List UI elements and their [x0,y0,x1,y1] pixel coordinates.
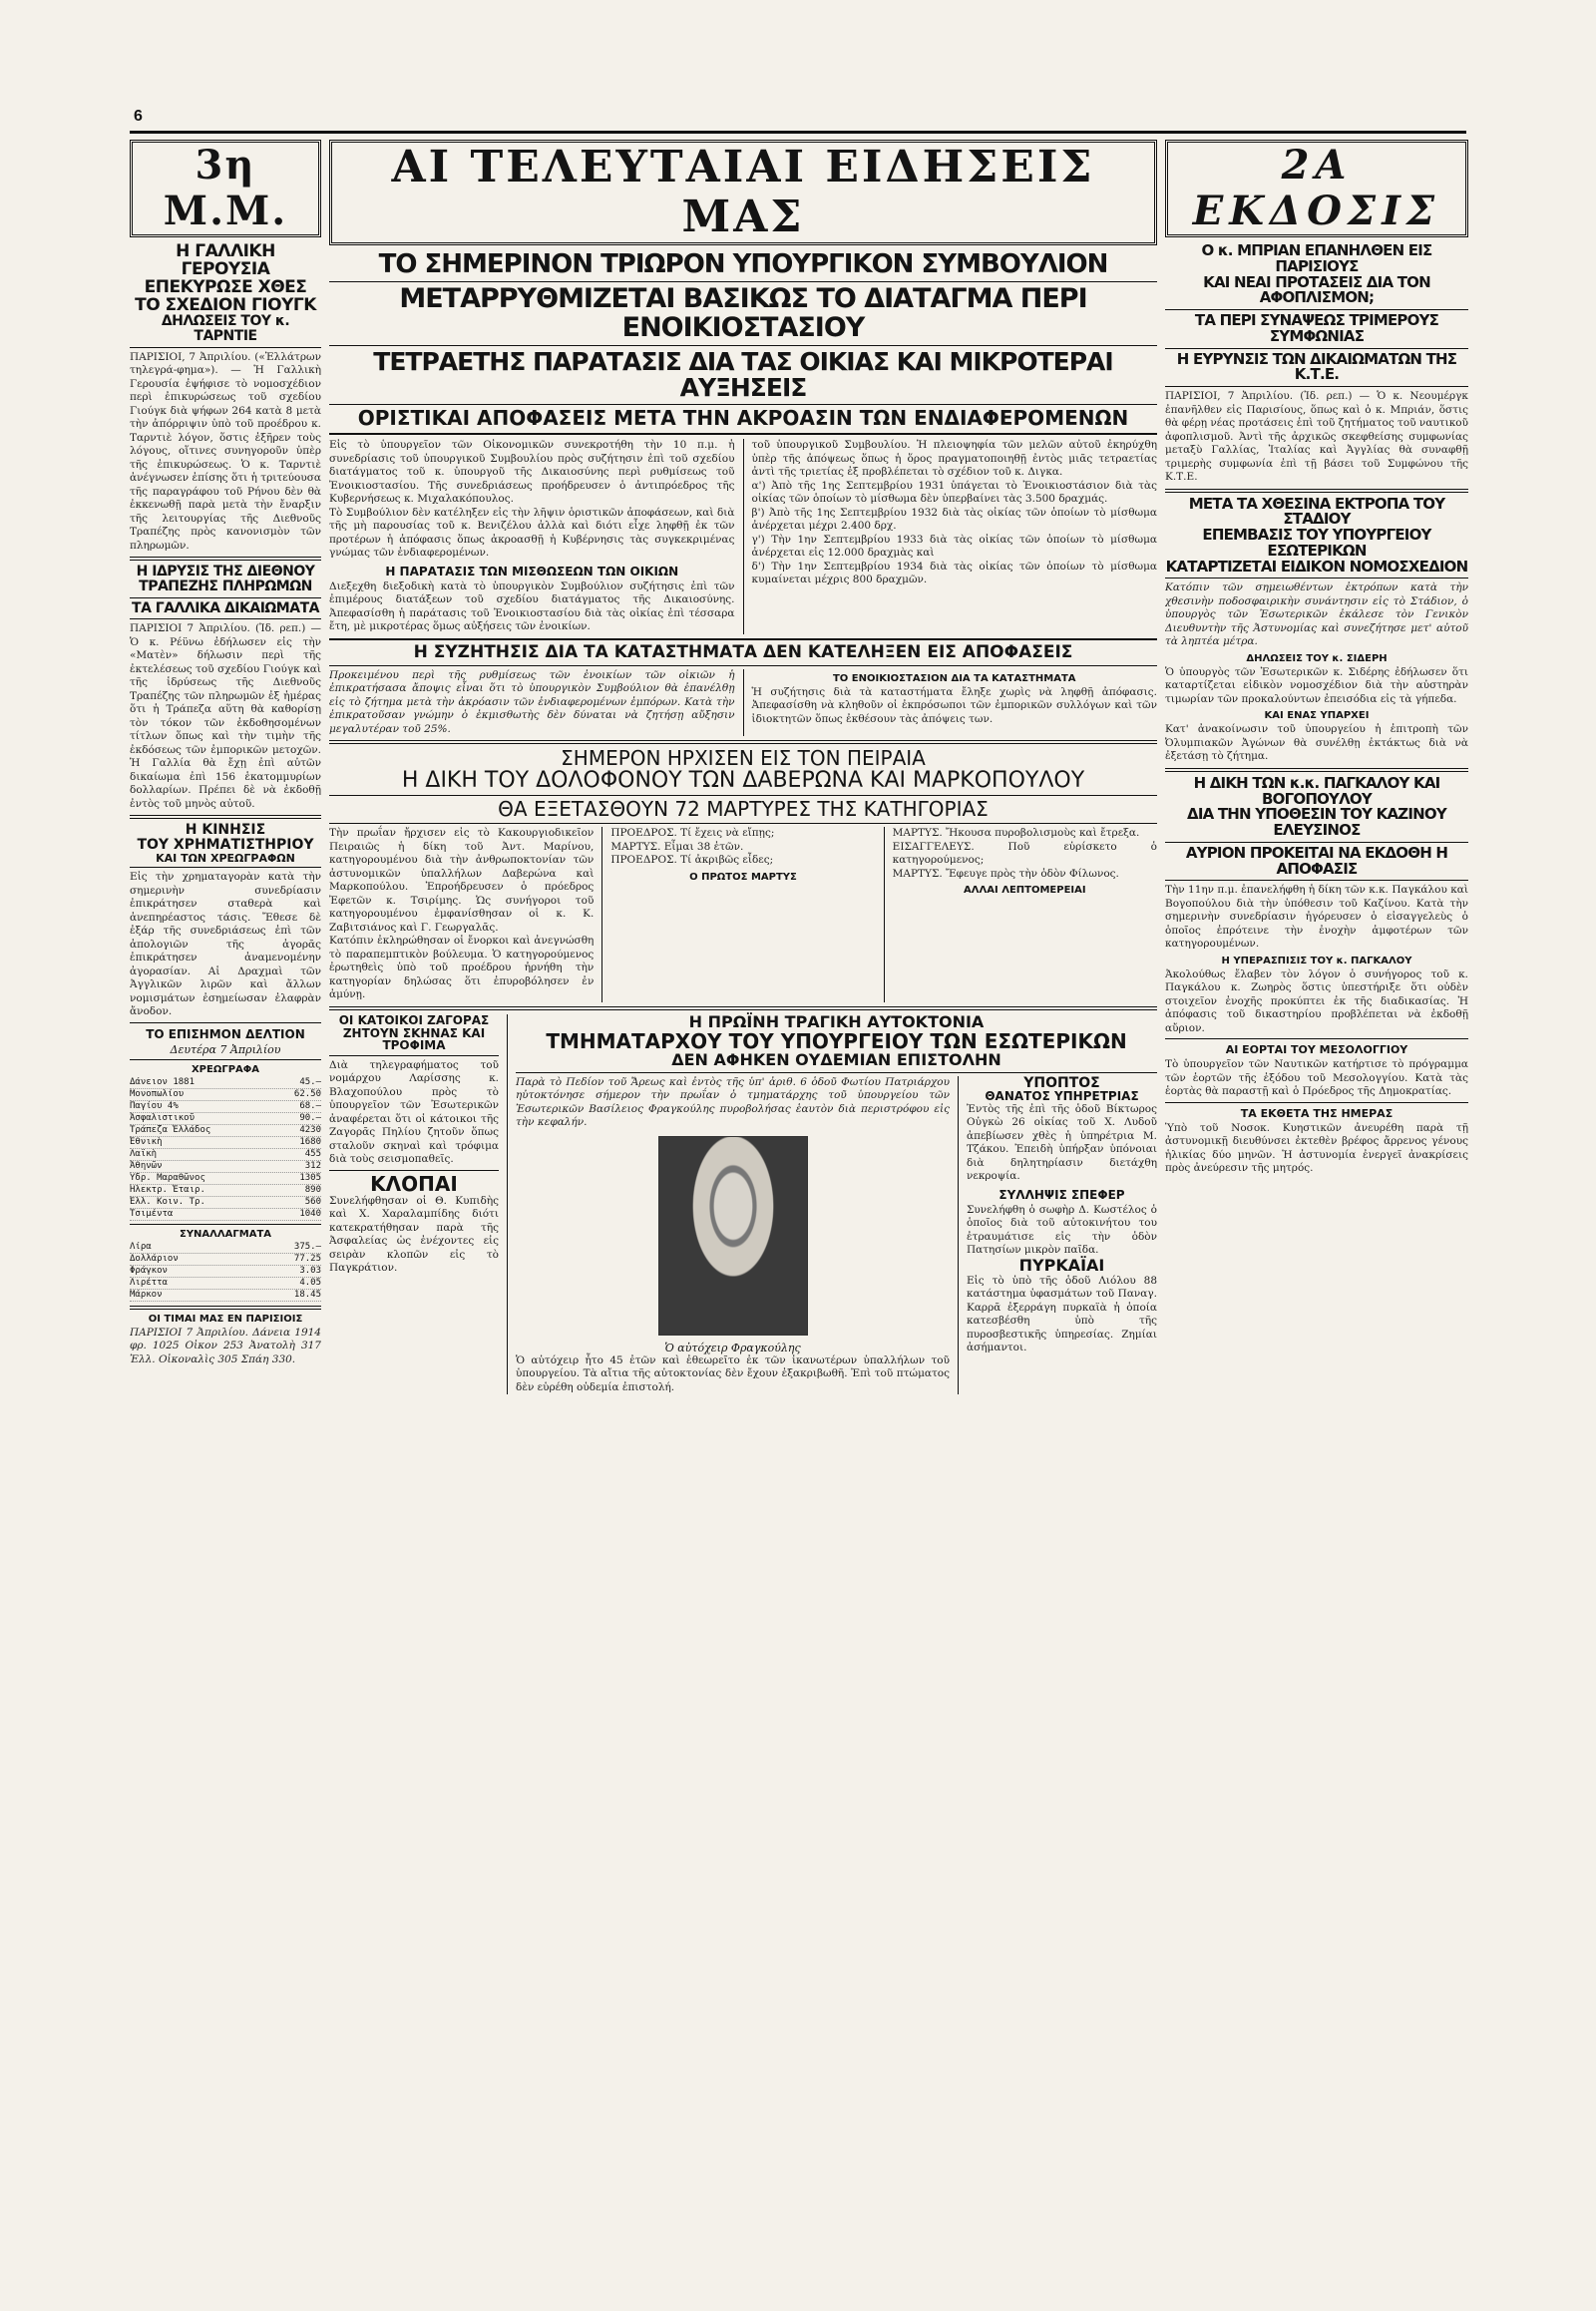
right-column [1165,140,1468,2264]
table-row [130,1077,321,1089]
right-h1-line: Η ΕΥΡΥΝΣΙΣ ΤΩΝ ΔΙΚΑΙΩΜΑΤΩΝ ΤΗΣ Κ.Τ.Ε. [1176,349,1457,384]
suicide-head-2: ΤΜΗΜΑΤΑΡΧΟΥ ΤΟΥ ΥΠΟΥΡΓΕΙΟΥ ΤΩΝ ΕΣΩΤΕΡΙΚΩΝ [546,1028,1127,1053]
right-subhead-5: ΤΑ ΕΚΘΕΤΑ ΤΗΣ ΗΜΕΡΑΣ [1240,1106,1394,1120]
trial-dialog: ΕΙΣΑΓΓΕΛΕΥΣ. Ποῦ εὑρίσκετο ὁ κατηγορούμενος; [892,840,1157,867]
table-cell-value: 312 [304,1160,321,1171]
arrest-head: ΣΥΛΛΗΨΙΣ ΣΠΕΦΕΡ [998,1187,1125,1202]
rates-table [130,1242,321,1302]
trial-dialog: ΠΡΟΕΔΡΟΣ. Τί ἔχεις νὰ εἴπῃς; [610,827,775,840]
right-h3-line: ΑΥΡΙΟΝ ΠΡΟΚΕΙΤΑΙ ΝΑ ΕΚΔΟΘΗ Η ΑΠΟΦΑΣΙΣ [1185,843,1448,878]
left-h2-line: ΤΑ ΓΑΛΛΙΚΑ ΔΙΚΑΙΩΜΑΤΑ [132,599,319,616]
rent-subhead-1: Η ΠΑΡΑΤΑΣΙΣ ΤΩΝ ΜΙΣΘΩΣΕΩΝ ΤΩΝ ΟΙΚΙΩΝ [385,564,679,578]
right-article-4: Τὸ ὑπουργεῖον τῶν Ναυτικῶν κατήρτισε τὸ πρόγραμμα τῶν ἑορτῶν τῆς ἐξόδου τοῦ Μεσολογγίου. Κατὰ τὰς ἑορτὰς θὰ παραστῇ καὶ ὁ Πρόεδρος τῆς Δημοκρατίας. [1165,1058,1468,1098]
trial-dialog: ΜΑΡΤΥΣ. Ἔφευγε πρὸς τὴν ὁδὸν Φίλωνος. [892,867,1119,880]
thefts-head: ΚΛΟΠΑΙ [370,1171,458,1196]
table-cell-name: Λίρα [130,1241,152,1252]
suicide-text-1: Παρὰ τὸ Πεδίον τοῦ Ἄρεως καὶ ἐντὸς τῆς ὑπ' ἀριθ. 6 ὁδοῦ Φωτίου Πατριάρχου ηὐτοκτόνησε σήμερον τὴν πρωΐαν ὁ τμηματάρχης τοῦ ὑπουργείου τῶν Ἐσωτερικῶν Βασίλειος Φραγκούλης πυροβολήσας ἑαυτὸν διὰ περιστρόφου εἰς τὴν κεφαλήν. [516,1075,950,1129]
left-footer-head: ΟΙ ΤΙΜΑΙ ΜΑΣ ΕΝ ΠΑΡΙΣΙΟΙΣ [148,1313,303,1325]
zagora-head-2: ΖΗΤΟΥΝ ΣΚΗΝΑΣ ΚΑΙ ΤΡΟΦΙΜΑ [342,1025,486,1053]
left-h1-line: ΤΟ ΣΧΕΔΙΟΝ ΓΙΟΥΓΚ [135,294,316,315]
fires-head: ΠΥΡΚΑΪΑΙ [1018,1255,1105,1275]
suicide-head-3: ΔΕΝ ΑΦΗΚΕΝ ΟΥΔΕΜΙΑΝ ΕΠΙΣΤΟΛΗΝ [671,1049,1001,1069]
table-cell-name: Ἠλεκτρ. Ἑταιρ. [130,1184,205,1195]
table-cell-name: Ἑλλ. Κοιν. Τρ. [130,1196,205,1207]
rent-list-item: α') Ἀπὸ τῆς 1ης Σεπτεμβρίου 1931 ὑπάγεται τὸ Ἐνοικιοστάσιον διὰ τὰς οἰκίας τῶν ὁποίων τὸ μίσθωμα δὲν ὑπερβαίνει τὰς 3.500 δραχμάς. [751,479,1157,506]
shops-subhead: ΤΟ ΕΝΟΙΚΙΟΣΤΑΣΙΟΝ ΔΙΑ ΤΑ ΚΑΤΑΣΤΗΜΑΤΑ [832,672,1076,684]
right-h2-line: ΕΠΕΜΒΑΣΙΣ ΤΟΥ ΥΠΟΥΡΓΕΙΟΥ ΕΣΩΤΕΡΙΚΩΝ [1202,526,1431,560]
table-cell-value: 90.— [299,1112,321,1123]
table-row [130,1266,321,1278]
left-h1-line: ΔΗΛΩΣΕΙΣ ΤΟΥ κ. ΤΑΡΝΤΙΕ [161,313,290,345]
right-headline-2 [1165,494,1468,576]
right-subhead-1: ΔΗΛΩΣΕΙΣ ΤΟΥ κ. ΣΙΔΕΡΗ [1246,652,1388,664]
rent-list-item: β') Ἀπὸ τῆς 1ης Σεπτεμβρίου 1932 διὰ τὰς οἰκίας τῶν ὁποίων τὸ μίσθωμα ἀνέρχεται μέχρι 2.400 δρχ. [751,506,1157,533]
right-subhead-3: Η ΥΠΕΡΑΣΠΙΣΙΣ ΤΟΥ κ. ΠΑΓΚΑΛΟΥ [1221,955,1412,966]
bottom-center [329,1011,1157,1394]
table-row [130,1125,321,1137]
table-cell-name: Δάνειον 1881 [130,1076,196,1087]
table-row [130,1161,321,1173]
table-cell-name: Ὕδρ. Μαραθῶνος [130,1172,205,1183]
right-h2-line: ΚΑΤΑΡΤΙΖΕΤΑΙ ΕΙΔΙΚΟΝ ΝΟΜΟΣΧΕΔΙΟΝ [1165,557,1468,576]
rent-list-item: γ') Τὴν 1ην Σεπτεμβρίου 1933 διὰ τὰς οἰκίας τῶν ὁποίων τὸ μίσθωμα ἀνέρχεται εἰς 12.000 δραχμὰς καὶ [751,533,1157,560]
table-cell-name: Δολλάριον [130,1253,179,1264]
table-cell-name: Τσιμέντα [130,1208,174,1219]
rent-text-1: Εἰς τὸ ὑπουργεῖον τῶν Οἰκονομικῶν συνεκροτήθη τὴν 10 π.μ. ἡ συνεδρίασις τοῦ ὑπουργικοῦ Συμβουλίου πρὸς συζήτησιν ἐπὶ τοῦ σχεδίου διατάγματος τοῦ κ. ὑπουργοῦ τῆς Δικαιοσύνης περὶ ρυθμίσεως τοῦ Ἐνοικιοστασίου. Τῆς συνεδριάσεως προήδρευσεν ὁ ἀντιπρόεδρος τῆς Κυβερνήσεως κ. Μιχαλακόπουλος. [329,439,735,506]
table-row [130,1209,321,1221]
trial-dialog: ΠΡΟΕΔΡΟΣ. Τί ἀκριβῶς εἶδες; [610,854,774,867]
suicide-text-2: Ὁ αὐτόχειρ ἦτο 45 ἐτῶν καὶ ἐθεωρεῖτο ἐκ τῶν ἱκανωτέρων ὑπαλλήλων τοῦ ὑπουργείου. Τὰ αἴτια τῆς αὐτοκτονίας δὲν ἔχουν ἐξακριβωθῆ. Ἐπὶ τοῦ πτώματος δὲν εὑρέθη οὐδεμία ἐπιστολή. [516,1353,950,1393]
left-article-1: ΠΑΡΙΣΙΟΙ, 7 Ἀπριλίου. («Ἑλλάτρων τηλεγρά-φημα»). — Ἡ Γαλλικὴ Γερουσία ἐψήφισε τὸ νομοσχέδιον περὶ ἐπικυρώσεως τοῦ σχεδίου Γιούγκ διὰ ψήφων 264 κατὰ 8 μετὰ τὴν ἀπόρριψιν ὑπὸ τοῦ προέδρου κ. Ταρντιὲ λόγον, ὅστις ἐξῆρεν τοὺς λόγους, οἵτινες συνηγοροῦν ὑπὲρ τῆς ἐπικυρώσεως. Ὁ κ. Ταρντιὲ ἀνέγνωσεν ἐπίσης ὅτι ἡ τριτεύουσα τῆς παραγράφου τοῦ Ρήνου δὲν θὰ ἐκκενωθῇ παρὰ μετὰ τὴν ἔναρξιν τῆς λειτουργίας τῆς Διεθνοῦς Τραπέζης πρὸς κανονισμὸν τῶν πληρωμῶν. [130,350,321,552]
rent-text-3: Διεξεχθη διεξοδικὴ κατὰ τὸ ὑπουργικὸν Συμβούλιον συζήτησις ἐπὶ τῶν ἐπιμέρους διατάξεων τοῦ σχεδίου διατάγματος τῆς Δικαιοσύνης. Ἀπεφασίσθη ἡ παράτασις τοῦ Ἐνοικιοστασίου διὰ τὰς οἰκίας ἐπὶ τέσσαρα ἔτη, μὲ μικροτέρας ὅμως αὐξήσεις τῶν ἐνοικίων. [329,579,735,633]
center-headline-5: Η ΣΥΖΗΤΗΣΙΣ ΔΙΑ ΤΑ ΚΑΤΑΣΤΗΜΑΤΑ ΔΕΝ ΚΑΤΕΛΗΞΕΝ ΕΙΣ ΑΠΟΦΑΣΕΙΣ [413,641,1073,662]
shops-text-1: Προκειμένου περὶ τῆς ρυθμίσεως τῶν ἐνοικίων τῶν οἰκιῶν ἡ ἐπικρατήσασα ἄποψις εἶναι ὅτι τὸ ὑπουργικὸν Συμβούλιον θὰ ἐπανέλθῃ εἰς τὸ ζήτημα μετὰ τὴν ἀκρόασιν τῶν ἐνδιαφερομένων ἐμπόρων. Κατὰ τὴν ἐπικρατοῦσαν γνώμην ὁ ἐκμισθωτὴς δὲν δύναται νὰ ζητήσῃ αὔξησιν μεγαλυτέραν τοῦ 25%. [329,668,735,735]
table-row [130,1173,321,1185]
table-cell-name: Μάρκον [130,1289,163,1300]
table-cell-value: 3.03 [299,1265,321,1276]
table-cell-value: 45.— [299,1076,321,1087]
center-headline-3: ΤΕΤΡΑΕΤΗΣ ΠΑΡΑΤΑΣΙΣ ΔΙΑ ΤΑΣ ΟΙΚΙΑΣ ΚΑΙ ΜΙΚΡΟΤΕΡΑΙ ΑΥΞΗΣΕΙΣ [373,346,1113,403]
right-article-2c: Κατ' ἀνακοίνωσιν τοῦ ὑπουργείου ἡ ἐπιτροπὴ τῶν Ὀλυμπιακῶν Ἀγώνων θὰ συνέλθῃ ἐκτάκτως διὰ νὰ ἐξετάσῃ τὸ ζήτημα. [1165,723,1468,763]
table-cell-value: 77.25 [293,1253,321,1264]
table-row [130,1254,321,1266]
table-cell-name: Παγίου 4% [130,1100,179,1111]
table-cell-name: Μονοπωλίου [130,1088,185,1099]
table-cell-value: 1040 [299,1208,321,1219]
table-cell-value: 68.— [299,1100,321,1111]
trial-dialog: ΜΑΡΤΥΣ. Εἶμαι 38 ἐτῶν. [610,840,744,853]
center-column [329,140,1157,2264]
trial-headline-1: ΣΗΜΕΡΟΝ ΗΡΧΙΣΕΝ ΕΙΣ ΤΟΝ ΠΕΙΡΑΙΑ [561,746,926,771]
table-cell-name: Φράγκον [130,1265,168,1276]
table-cell-value: 1305 [299,1172,321,1183]
table-cell-value: 4.05 [299,1277,321,1288]
trial-headline-2: Η ΔΙΚΗ ΤΟΥ ΔΟΛΟΦΟΝΟΥ ΤΩΝ ΔΑΒΕΡΩΝΑ ΚΑΙ ΜΑΡΚΟΠΟΥΛΟΥ [401,768,1085,794]
table-row [130,1278,321,1290]
shops-text-2: Ἡ συζήτησις διὰ τὰ καταστήματα ἔληξε χωρὶς νὰ ληφθῇ ἀπόφασις. Ἀπεφασίσθη νὰ κληθοῦν οἱ ἐκπρόσωποι τῶν ἐμπορικῶν συλλόγων καὶ τῶν ἰδιοκτητῶν ὅπως ἐκθέσουν τὰς ἀπόψεις των. [751,685,1157,725]
left-official-bulletin-title: ΤΟ ΕΠΙΣΗΜΟΝ ΔΕΛΤΙΟΝ [146,1026,305,1041]
shops-article [329,669,1157,737]
thefts-text: Συνελήφθησαν οἱ Θ. Κυπιδὴς καὶ Χ. Χαραλαμπίδης διότι κατεκρατήθησαν παρὰ τῆς Ἀσφαλείας ὡς ἐνέχοντες εἰς σειρὰν κλοπῶν εἰς τὸ Παγκράτιον. [329,1194,499,1275]
fires-text: Εἰς τὸ ὑπὸ τῆς ὁδοῦ Λιόλου 88 κατάστημα ὑφασμάτων τοῦ Παναγ. Καρρᾶ ἐξερράγη πυρκαϊὰ ἡ ὁποία κατεσβέσθη ὑπὸ τῆς πυροσβεστικῆς ὑπηρεσίας. Ζημίαι ἀσήμαντοι. [967,1274,1157,1354]
left-article-3: Εἰς τὴν χρηματαγορὰν κατὰ τὴν σημερινὴν συνεδρίασιν ἐπικράτησεν σταθερὰ καὶ ἀνεπηρέαστος τάσις. Ἔθεσε δὲ ἐξάρ τῆς συνεδριάσεως ἐπὶ τῶν ἀπολογιῶν τῆς ἀγορᾶς ἐπικράτησεν ἀναμενομένην ἀγορασίαν. Αἱ Δραχμαὶ τῶν Ἀγγλικῶν λιρῶν καὶ ἄλλων νομισμάτων ἐσημείωσαν ἐλαφρὰν ἄνοδον. [130,871,321,1018]
right-h3-line: ΔΙΑ ΤΗΝ ΥΠΟΘΕΣΙΝ ΤΟΥ ΚΑΖΙΝΟΥ ΕΛΕΥΣΙΝΟΣ [1187,805,1446,839]
table-cell-value: 62.50 [293,1088,321,1099]
table-cell-value: 4230 [299,1124,321,1135]
right-headline-3 [1165,773,1468,878]
right-subhead-4: ΑΙ ΕΟΡΤΑΙ ΤΟΥ ΜΕΣΟΛΟΓΓΙΟΥ [1225,1043,1408,1057]
left-h2-line: Η ΙΔΡΥΣΙΣ ΤΗΣ ΔΙΕΘΝΟΥ [136,564,315,580]
other-details-subhead: ΑΛΛΑΙ ΛΕΠΤΟΜΕΡΕΙΑΙ [964,885,1086,897]
table-cell-name: Ἐθνικὴ [130,1136,163,1147]
left-h1-line: ΕΠΕΚΥΡΩΣΕ ΧΘΕΣ [144,276,307,297]
left-column [130,140,321,2264]
rent-list-item: δ') Τὴν 1ην Σεπτεμβρίου 1934 διὰ τὰς οἰκίας τῶν ὁποίων τὸ μίσθωμα κυμαίνεται μέχρις 800 δραχμῶν. [751,560,1157,586]
top-rule [130,108,1466,134]
table-cell-name: Ἀσφαλιστικοῦ [130,1112,196,1123]
table-cell-name: Τράπεζα Ἑλλάδος [130,1124,211,1135]
right-h1-line: Ο κ. ΜΠΡΙΑΝ ΕΠΑΝΗΛΘΕΝ ΕΙΣ ΠΑΡΙΣΙΟΥΣ [1201,241,1432,275]
left-h3-line: ΚΑΙ ΤΩΝ ΧΡΕΩΓΡΑΦΩΝ [156,851,295,865]
right-headline-1 [1165,243,1468,383]
trial-dialog: ΜΑΡΤΥΣ. Ἤκουσα πυροβολισμοὺς καὶ ἔτρεξα. [892,827,1140,840]
right-article-3b: Ἀκολούθως ἔλαβεν τὸν λόγον ὁ συνήγορος τοῦ κ. Παγκάλου κ. Ζωηρὸς ὅστις ὑπεστήριξε ὅτι οὐδὲν στοιχεῖον ἐνοχῆς προκύπτει ἐκ τῆς διαδικασίας. Ἡ ἀπόφασις τοῦ δικαστηρίου προβλέπεται νὰ ἐκδοθῇ αὔριον. [1165,967,1468,1034]
arrest-text: Συνελήφθη ὁ σωφὴρ Δ. Κωστέλος ὁ ὁποῖος διὰ τοῦ αὐτοκινήτου του ἐτραυμάτισε εἰς τὴν ὁδὸν Πατησίων μικρὸν παῖδα. [967,1203,1157,1257]
rent-text-4: τοῦ ὑπουργικοῦ Συμβουλίου. Ἡ πλειοψηφία τῶν μελῶν αὐτοῦ ἐκηρύχθη ὑπὲρ τῆς ἀπόψεως ὅπως ἡ ὅρος πραγματοποιηθῇ ἐντὸς μιᾶς τετραετίας ἀντὶ τῆς τριετίας ἐξ προβλέπεται τὸ σχέδιον τοῦ κ. Διγκα. [751,439,1157,479]
table-row [130,1101,321,1113]
portrait-caption: Ὁ αὐτόχειρ Φραγκούλης [664,1341,801,1354]
table-row [130,1185,321,1197]
table-row [130,1137,321,1149]
trial-article [329,827,1157,1002]
center-headline-2: ΜΕΤΑΡΡΥΘΜΙΖΕΤΑΙ ΒΑΣΙΚΩΣ ΤΟ ΔΙΑΤΑΓΜΑ ΠΕΡΙ ΕΝΟΙΚΙΟΣΤΑΣΙΟΥ [399,283,1087,343]
left-h3-line: ΤΟΥ ΧΡΗΜΑΤΙΣΤΗΡΙΟΥ [137,837,314,853]
left-banner: 3η Μ.Μ. [130,140,321,237]
center-banner: ΑΙ ΤΕΛΕΥΤΑΙΑΙ ΕΙΔΗΣΕΙΣ ΜΑΣ [329,140,1157,245]
left-h3-line: Η ΚΙΝΗΣΙΣ [185,822,266,839]
page-number: 6 [134,108,143,125]
center-headline-1: ΤΟ ΣΗΜΕΡΙΝΟΝ ΤΡΙΩΡΟΝ ΥΠΟΥΡΓΙΚΟΝ ΣΥΜΒΟΥΛΙΟΝ [378,249,1108,279]
suicide-head-1: Η ΠΡΩΪΝΗ ΤΡΑΓΙΚΗ ΑΥΤΟΚΤΟΝΙΑ [688,1011,985,1031]
table-cell-name: Λιρέττα [130,1277,168,1288]
right-article-5: Ὑπὸ τοῦ Νοσοκ. Κυηστικῶν ἀνευρέθη παρὰ τῇ ἀστυνομικῇ διευθύνσει ἐκτεθὲν βρέφος ἄρρενος γένους ἡλικίας δύο μηνῶν. Ἡ ἀστυνομία ἐνεργεῖ ἀνακρίσεις πρὸς ἀνεύρεσιν τῆς μητρός. [1165,1121,1468,1175]
center-rent-article [329,439,1157,634]
left-headline-1 [130,243,321,344]
table-row [130,1290,321,1302]
left-official-bulletin-date: Δευτέρα 7 Ἀπριλίου [170,1042,281,1056]
table-cell-name: Λαϊκὴ [130,1148,158,1159]
table-row [130,1242,321,1254]
left-footer-text: ΠΑΡΙΣΙΟΙ 7 Ἀπριλίου. Δάνεια 1914 φρ. 1025 Οἰκον 253 Ἀνατολὴ 317 Ἐλλ. Οἰκοναλὶς 305 Σπάη 330. [130,1326,321,1365]
table-cell-value: 1680 [299,1136,321,1147]
portrait-photo [658,1136,808,1336]
trial-headline-3: ΘΑ ΕΞΕΤΑΣΘΟΥΝ 72 ΜΑΡΤΥΡΕΣ ΤΗΣ ΚΑΤΗΓΟΡΙΑΣ [498,797,989,822]
table-cell-value: 375.— [293,1241,321,1252]
table-cell-value: 560 [304,1196,321,1207]
left-rates-title: ΣΥΝΑΛΛΑΓΜΑΤΑ [179,1228,272,1240]
center-headline-4: ΟΡΙΣΤΙΚΑΙ ΑΠΟΦΑΣΕΙΣ ΜΕΤΑ ΤΗΝ ΑΚΡΟΑΣΙΝ ΤΩΝ ΕΝΔΙΑΦΕΡΟΜΕΝΩΝ [357,406,1129,431]
left-headline-2 [130,565,321,615]
table-cell-value: 455 [304,1148,321,1159]
table-cell-value: 18.45 [293,1289,321,1300]
right-h1-line: ΚΑΙ ΝΕΑΙ ΠΡΟΤΑΣΕΙΣ ΔΙΑ ΤΟΝ ΑΦΟΠΛΙΣΜΟΝ; [1203,272,1430,307]
left-article-2: ΠΑΡΙΣΙΟΙ 7 Ἀπριλίου. (Ἰδ. ρεπ.) — Ὁ κ. Ρέϋνω ἐδήλωσεν εἰς τὴν «Ματὲν» δήλωσιν περὶ τῆς ἐκτελέσεως τοῦ σχεδίου Γιούγκ καὶ τῆς ἱδρύσεως τῆς Διεθνοῦς Τραπέζης τῶν πληρωμῶν ἐξ ἠμέρας ὅτι ἡ Τράπεζα αὕτη θὰ καθορίσῃ τὸν τόκον τῶν ἐκδοθησομένων τίτλων ὅπως καὶ τὴν τιμὴν τῆς ἐκδόσεως τῶν ἐμπορικῶν μετοχῶν. Ἡ Γαλλία θὰ ἔχῃ ἐπὶ αὐτῶν δικαίωμα ἐπὶ 156 ἑκατομμυρίων δολλαρίων. Πρέπει δὲ νὰ ἐκδοθῇ ἐντὸς τοῦ μηνὸς αὐτοῦ. [130,622,321,810]
left-table-title: ΧΡΕΩΓΡΑΦΑ [191,1063,260,1075]
zagora-text: Διὰ τηλεγραφήματος τοῦ νομάρχου Λαρίσσης κ. Βλαχοπούλου πρὸς τὸ ὑπουργεῖον τῶν Ἐσωτερικῶν ἀναφέρεται ὅτι οἱ κάτοικοι τῆς Ζαγορᾶς Πηλίου ζητοῦν ὅπως σταλοῦν σκηναὶ καὶ τρόφιμα διὰ τοὺς σεισμοπαθεῖς. [329,1058,499,1166]
right-subhead-2: ΚΑΙ ΕΝΑΣ ΥΠΑΡΧΕΙ [1264,710,1370,722]
left-h1-line: Η ΓΑΛΛΙΚΗ ΓΕΡΟΥΣΙΑ [176,241,275,279]
right-article-3: Τὴν 11ην π.μ. ἐπανελήφθη ἡ δίκη τῶν κ.κ. Παγκάλου καὶ Βογοπούλου διὰ τὴν ὑπόθεσιν τοῦ Καζίνου. Κατὰ τὴν σημερινὴν συνεδρίασιν ἠγόρευσεν ὁ εἰσαγγελεὺς ὁ ὁποῖος ἐπρότεινε τὴν ἐνοχὴν ἀμφοτέρων τῶν κατηγορουμένων. [1165,884,1468,951]
maid-head-2: ΘΑΝΑΤΟΣ ΥΠΗΡΕΤΡΙΑΣ [985,1089,1139,1104]
table-row [130,1089,321,1101]
first-witness-subhead: Ο ΠΡΩΤΟΣ ΜΑΡΤΥΣ [689,871,797,883]
right-banner: 2Α ΕΚΔΟΣΙΣ [1165,140,1468,237]
table-cell-name: Ἀθηνῶν [130,1160,163,1171]
table-cell-value: 890 [304,1184,321,1195]
left-h2-line: ΤΡΑΠΕΖΗΣ ΠΛΗΡΩΜΩΝ [139,578,312,594]
trial-text-1: Τὴν πρωΐαν ἤρχισεν εἰς τὸ Κακουργιοδικεῖον Πειραιῶς ἡ δίκη τοῦ Ἀντ. Μαρίνου, κατηγορουμένου διὰ τὴν ἀνθρωποκτονίαν τῶν ἀστυνομικῶν ὑπαλλήλων Δαβερώνα καὶ Μαρκοπούλου. Ἐπροήδρευσεν ὁ πρόεδρος Ἐφετῶν κ. Τσιρίμης. Ὡς συνήγοροι τοῦ κατηγορουμένου ἐμφανίσθησαν οἱ κ. Κ. Ζαβιτσιάνος καὶ Γ. Γεωργαλᾶς. [329,827,595,934]
maid-text: Ἐντὸς τῆς ἐπὶ τῆς ὁδοῦ Βίκτωρος Οὐγκὼ 26 οἰκίας τοῦ Χ. Λυδοῦ ἀπεβίωσεν χθὲς ἡ ὑπηρέτρια Μ. Τζάκου. Ἐπειδὴ ὑπήρξαν ὑπόνοιαι διὰ δηλητηρίασιν διετάχθη νεκροψία. [967,1102,1157,1183]
right-article-2: Κατόπιν τῶν σημειωθέντων ἐκτρόπων κατὰ τὴν χθεσινὴν ποδοσφαιρικὴν συνάντησιν εἰς τὸ Στάδιον, ὁ ὑπουργὸς τῶν Ἐσωτερικῶν ἐκάλεσε τὸν Γενικὸν Διευθυντὴν τῆς Ἀστυνομίας καὶ συνεζήτησε μετ' αὐτοῦ τὰ ληπτέα μέτρα. [1165,581,1468,648]
stock-table [130,1077,321,1221]
right-h1-line: ΤΑ ΠΕΡΙ ΣΥΝΑΨΕΩΣ ΤΡΙΜΕΡΟΥΣ ΣΥΜΦΩΝΙΑΣ [1194,311,1439,345]
left-headline-3 [130,823,321,864]
rent-text-2: Τὸ Συμβούλιον δὲν κατέληξεν εἰς τὴν λῆψιν ὁριστικῶν ἀποφάσεων, καὶ διὰ τῆς μὴ παρουσίας τοῦ κ. Βενιζέλου ἀλλὰ καὶ διότι εἶχε ληφθῇ ἐκ τῶν προτέρων ἡ ἀπόφασις ὅπως ἀκροασθῇ ἡ Κυβέρνησις τὰς συγκεκριμένας γνώμας τῶν ἐνδιαφερομένων. [329,506,735,560]
right-article-1: ΠΑΡΙΣΙΟΙ, 7 Ἀπριλίου. (Ἰδ. ρεπ.) — Ὁ κ. Νεουμέργκ ἐπανῆλθεν εἰς Παρισίους, ὅπως καὶ ὁ κ. Μπριάν, ὅστις θὰ φέρῃ νέας προτάσεις ἐπὶ τοῦ ζητήματος τοῦ ναυτικοῦ ἀφοπλισμοῦ. Ἀντὶ τῆς ἀρχικῶς σκεφθείσης συμφωνίας μεταξὺ Γαλλίας, Ἰταλίας καὶ Ἀγγλίας θὰ συναφθῇ τριμερὴς συμφωνία ἐπὶ τῇ βάσει τοῦ Συμφώνου τῆς Κ.Τ.Ε. [1165,390,1468,483]
right-h3-line: Η ΔΙΚΗ ΤΩΝ κ.κ. ΠΑΓΚΑΛΟΥ ΚΑΙ ΒΟΓΟΠΟΥΛΟΥ [1193,773,1440,808]
table-row [130,1149,321,1161]
table-row [130,1197,321,1209]
right-h2-line: ΜΕΤΑ ΤΑ ΧΘΕΣΙΝΑ ΕΚΤΡΟΠΑ ΤΟΥ ΣΤΑΔΙΟΥ [1188,494,1445,529]
zagora-head-1: ΟΙ ΚΑΤΟΙΚΟΙ ΖΑΓΟΡΑΣ [338,1012,490,1027]
right-article-2b: Ὁ ὑπουργὸς τῶν Ἐσωτερικῶν κ. Σιδέρης ἐδήλωσεν ὅτι καταρτίζεται εἰδικὸν νομοσχέδιον διὰ τὴν αὐστηρὰν τιμωρίαν τῶν προκαλούντων ἐπεισόδια εἰς τὰ γήπεδα. [1165,665,1468,705]
maid-head-1: ΥΠΟΠΤΟΣ [1023,1074,1100,1091]
trial-text-2: Κατόπιν ἐκληρώθησαν οἱ ἔνορκοι καὶ ἀνεγνώσθη τὸ παραπεμπτικὸν βούλευμα. Ὁ κατηγορούμενος ἐρωτηθεὶς ὑπὸ τοῦ προέδρου ἠρνήθη τὴν κατηγορίαν δηλώσας ὅτι ἐπυροβόλησεν ἐν ἀμύνῃ. [329,935,595,1001]
table-row [130,1113,321,1125]
